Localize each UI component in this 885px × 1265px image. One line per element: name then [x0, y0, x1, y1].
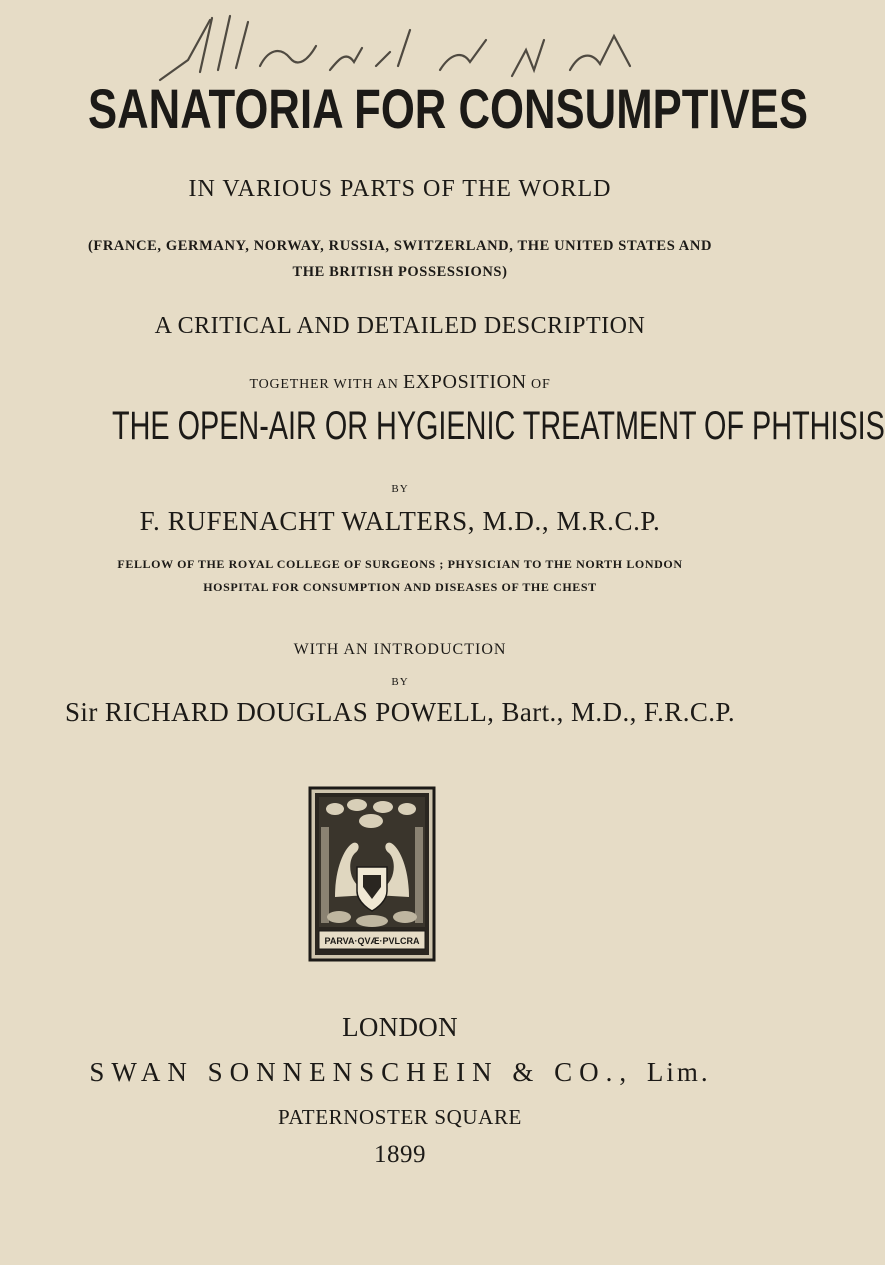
book-subtitle: IN VARIOUS PARTS OF THE WORLD	[188, 176, 612, 202]
publisher-city: LONDON	[342, 1012, 458, 1042]
countries-list	[0, 233, 800, 285]
together-with-text: TOGETHER WITH AN	[249, 377, 399, 392]
author-credentials-line-1: FELLOW OF THE ROYAL COLLEGE OF SURGEONS ; PHYSICIAN TO THE NORTH LONDON	[117, 557, 683, 571]
publisher-emblem	[309, 787, 435, 961]
introduction-line: WITH AN INTRODUCTION	[293, 641, 507, 658]
countries-line-1: (FRANCE, GERMANY, NORWAY, RUSSIA, SWITZERLAND, THE UNITED STATES AND	[87, 238, 713, 254]
treatment-title: THE OPEN-AIR OR HYGIENIC TREATMENT OF PHTHISIS	[112, 404, 885, 448]
book-title: SANATORIA FOR CONSUMPTIVES	[88, 77, 808, 140]
introducer-name: Sir RICHARD DOUGLAS POWELL, Bart., M.D., F.R.C.P.	[65, 697, 735, 727]
together-with-line	[0, 371, 800, 394]
of-word: OF	[531, 377, 551, 392]
publisher-suffix: Lim.	[646, 1057, 711, 1087]
by-label: BY	[391, 483, 409, 495]
emblem-motto: PARVA·QVÆ·PVLCRA	[324, 936, 420, 946]
publisher-name: SWAN SONNENSCHEIN & CO.,	[89, 1057, 634, 1087]
countries-line-2: THE BRITISH POSSESSIONS)	[292, 264, 508, 280]
author-credentials	[0, 553, 800, 599]
author-credentials-line-2: HOSPITAL FOR CONSUMPTION AND DISEASES OF THE CHEST	[203, 580, 597, 594]
publication-year: 1899	[374, 1141, 426, 1168]
publisher-line	[0, 1057, 800, 1088]
publisher-address: PATERNOSTER SQUARE	[278, 1105, 522, 1129]
author-name: F. RUFENACHT WALTERS, M.D., M.R.C.P.	[139, 506, 661, 536]
exposition-word: EXPOSITION	[402, 371, 527, 393]
description-line: A CRITICAL AND DETAILED DESCRIPTION	[154, 313, 646, 339]
by-label-2: BY	[391, 676, 409, 688]
